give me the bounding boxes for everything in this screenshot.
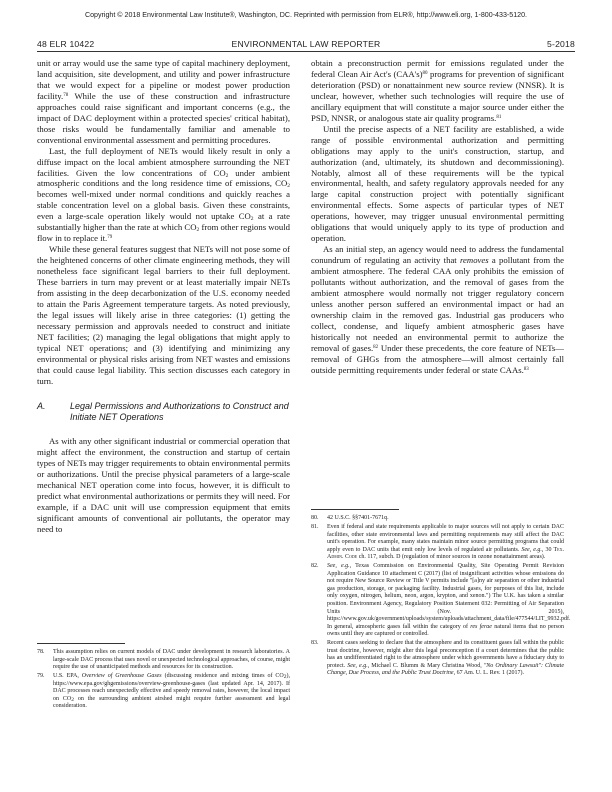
footnote: 79. U.S. EPA, Overview of Greenhouse Gases (discussing residence and mixing times of $CO_2$), https://www.epa.gov/ghgemissions/overview-greenhouse-gases (last updated Apr. 14, 2017). If DAC processes reach unexpectedly effective and speedy removal rates, however, the local impact on $CO_2$ on the surrounding ambient airshed might require further assessment and legal consideration.: [37, 673, 290, 710]
footnote-ref[interactable]: 81: [496, 114, 502, 120]
left-footnotes: [37, 643, 290, 712]
footnote: 81. Even if federal and state requirements applicable to major sources will not apply to certain DAC facilities, other state environmental laws and permitting requirements may still affect the DAC unit's operation. For example, many states maintain minor source permitting programs that could apply even to DAC units that emit only low levels of regulated air pollutants. See, e.g., 30 Tex. Admin. Code ch. 117, subch. D (regulation of minor sources in ozone nonattainment areas).: [311, 524, 565, 561]
right-footnotes: [311, 509, 571, 679]
paragraph: While these general features suggest that NETs will not pose some of the heightened concerns of other climate engineering methods, they will nonetheless face significant legal barriers to their full deployment. These barriers in turn may prevent or at least materially impair NETs from assisting in the deep decarbonization of the U.S. economy needed to attain the Paris Agreement temperature targets. As noted previously, the legal issues will likely arise in three categories: (1) getting the necessary permission and approvals needed to construct and initiate NET facilities; (2) managing the legal obligations that might apply to typical NET operations; and (3) identifying and minimizing any environmental or physical risks arising from NET wastes and emissions that could cause legal liability. This section discusses each category in turn.: [37, 244, 290, 386]
copyright-notice: Copyright © 2018 Environmental Law Institute®, Washington, DC. Reprinted with permission from ELR®, http://www.eli.org, 1-800-433-5120.: [84, 11, 528, 19]
paragraph: Last, the full deployment of NETs would likely result in only a diffuse impact on the local ambient atmosphere surrounding the NET facilities. Given the low concentrations of $CO_2$ under ambient atmospheric conditions and the long residence time of emissions, $CO_2$ becomes well-mixed under normal conditions and quickly reaches a stable concentration level on a global basis. Given these constraints, even a large-scale operation likely would not uptake $CO_2$ at a rate substantially higher than the rate at which $CO_2$ from other regions would flow in to replace it.$^{79}$: [37, 145, 291, 244]
section-heading: [37, 401, 290, 423]
footnote-ref[interactable]: 78: [63, 92, 69, 98]
header-journal-title: ENVIRONMENTAL LAW REPORTER: [231, 39, 381, 49]
footnote-rule: [311, 509, 399, 510]
footnote: 83. Recent cases seeking to declare that the atmosphere and its constituent gases fall within the public trust doctrine, however, might alter this legal preconception if a court determines that the public has an undifferentiated right to the atmosphere under which governments have a fiduciary duty to protect. See, e.g., Michael C. Blumm & Mary Christina Wood, "No Ordinary Lawsuit": Climate Change, Due Process, and the Public Trust Doctrine, 67 Am. U. L. Rev. 1 (2017).: [311, 640, 564, 677]
footnote-ref[interactable]: 79: [107, 235, 113, 241]
paragraph: obtain a preconstruction permit for emissions regulated under the federal Clean Air Act's $(CAA's)^{80}$ programs for prevention of significant deterioration (PSD) or nonattainment new source review (NNSR). It is unclear, however, whether such technologies will require the use of ancillary equipment that will constitute a major source under either the PSD, NNSR, or analogous state air quality programs.$^{81}$: [311, 58, 564, 123]
footnote-ref[interactable]: 80: [422, 70, 428, 76]
footnote: 80. 42 U.S.C. §§7401-7671q.: [311, 515, 389, 521]
running-header: [37, 39, 575, 51]
paragraph: Until the precise aspects of a NET facility are established, a wide range of possible environmental authorization and permitting obligations may apply to the unit's construction, startup, and authorization (and, ultimately, its shutdown and decommissioning). Notably, almost all of these requirements will be the typical environmental, health, and safety regulatory approvals needed for any large capital construction project with potentially significant environmental effects. Some aspects of particular types of NET operations, however, may trigger unusual environmental permitting obligations that would uniquely apply to its type of production and operation.: [311, 123, 564, 244]
section-letter: A.: [37, 400, 46, 411]
footnote-ref[interactable]: 83: [523, 366, 529, 372]
header-rule: [37, 51, 575, 52]
paragraph: As an initial step, an agency would need to address the fundamental conundrum of regulating an activity that removes a pollutant from the ambient atmosphere. The federal CAA only prohibits the emission of pollutants without authorization, and the removal of gases from the ambient atmosphere would normally not trigger regulatory concern unless another person suffered an environmental impact or had an ownership claim in the removed gas. Industrial gas producers who collect, condense, and liquefy ambient atmospheric gases have historically not needed an environmental permit to authorize the removal of gases.$^{82}$ Under these precedents, the core feature of NETs—removal of GHGs from the atmosphere—will almost certainly fall outside permitting requirements under federal or state CAAs.$^{83}$: [311, 244, 564, 375]
footnote: 82. See, e.g., Texas Commission on Environmental Quality, Site Operating Permit Revision Application Guidance 10 attachment C (2017) (list of insignificant activities whose emissions do not require New Source Review or Title V permits include "[a]ny air separation or other industrial gas production, storage, or packaging facility. Industrial gases, for purposes of this list, include only oxygen, nitrogen, helium, neon, argon, krypton, and xenon.") The U.K. has taken a similar position. Environment Agency, Regulatory Position Statement 032: Permitting of Air Separation Units (Nov. 2015), https://www.gov.uk/government/uploads/system/uploads/attachment_data/file/477544/LIT_9932.pdf. In general, atmospheric gases fall within the category of res ferae natural items that no person owns until they are captured or controlled.: [311, 563, 571, 638]
footnote-rule: [37, 643, 125, 644]
section-title: Legal Permissions and Authorizations to Construct and Initiate NET Operations: [70, 400, 289, 422]
right-column: [311, 58, 564, 376]
footnote-ref[interactable]: 82: [373, 344, 379, 350]
paragraph: unit or array would use the same type of capital machinery deployment, land acquisition, site development, and utility and power infrastructure that we would expect for a pipeline or modest power production facility.$^{78}$ While the use of these construction and infrastructure approaches could raise significant and important concerns (e.g., the impact of DAC deployment within a protected species' critical habitat), those risks would be fundamentally familiar and amenable to conventional environmental assessment and permitting procedures.: [37, 58, 290, 145]
footnote: 78. This assumption relies on current models of DAC under development in research laboratories. A large-scale DAC process that uses novel or unexpected technological approaches, of course, might require the use of unanticipated methods and resources for its construction.: [37, 649, 290, 671]
header-citation: 48 ELR 10422: [37, 39, 95, 49]
paragraph: As with any other significant industrial or commercial operation that might affect the environment, the construction and startup of certain types of NETs may trigger requirements to obtain environmental permits or authorizations. Until the precise physical parameters of a large-scale mechanical NET operation come into focus, however, it is difficult to predict what environmental authorizations or permits they will need. For example, if a DAC unit will use compression equipment that emits significant amounts of conventional air pollutants, the operator may need to: [37, 436, 290, 534]
header-date: 5-2018: [547, 39, 575, 49]
left-column: [37, 58, 290, 535]
